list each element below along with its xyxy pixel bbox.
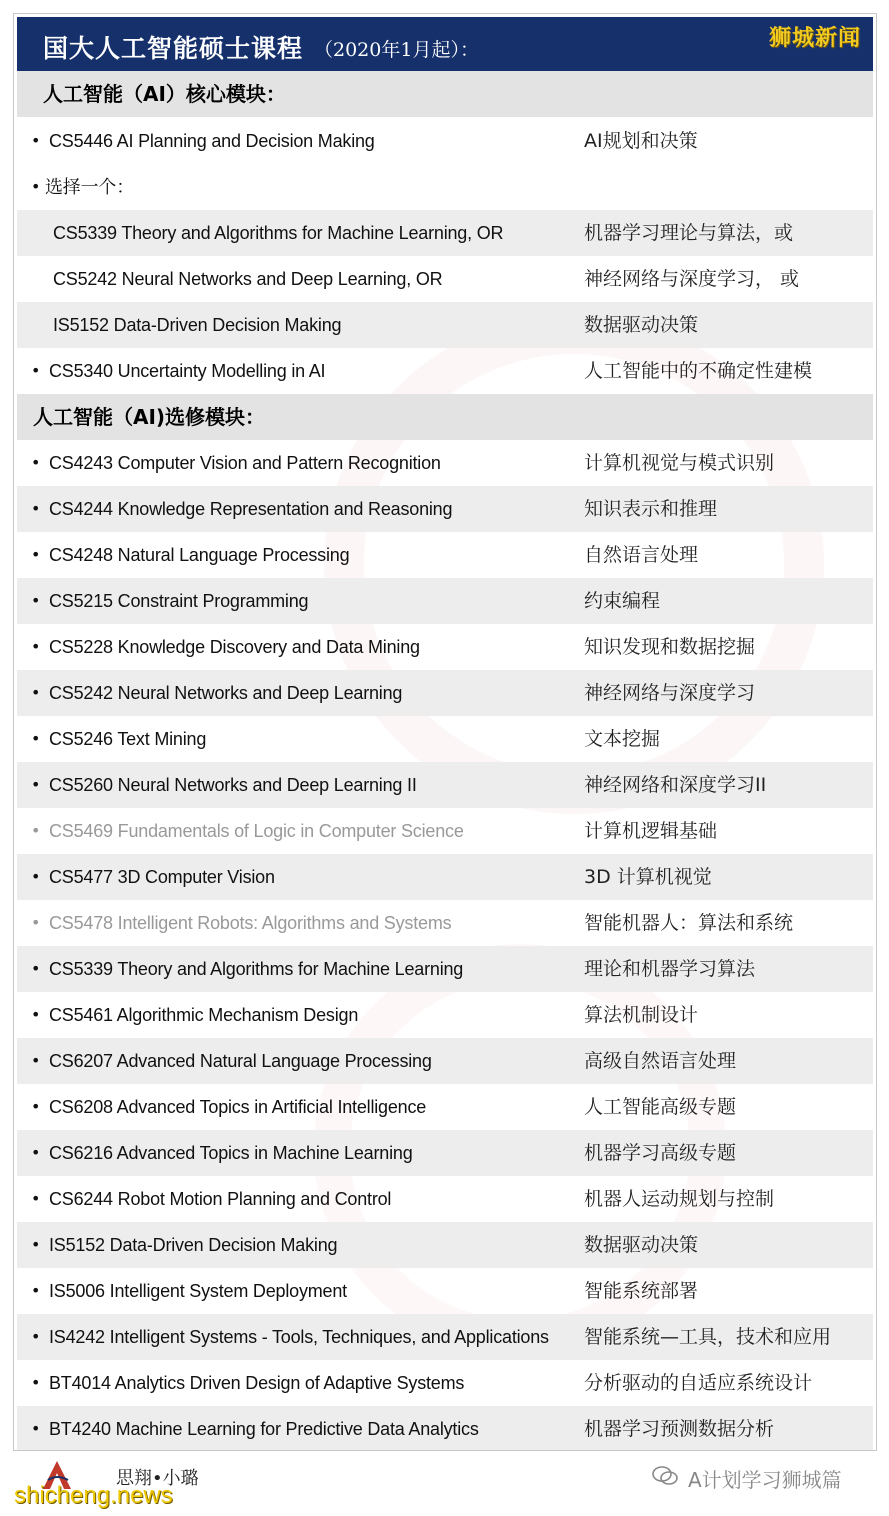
bullet-icon: • — [31, 821, 41, 840]
course-name: CS6208 Advanced Topics in Artificial Intelligence — [49, 1097, 427, 1117]
course-name: CS5478 Intelligent Robots: Algorithms and Systems — [49, 913, 452, 933]
bullet-icon: • — [31, 131, 41, 150]
course-name-zh: 智能机器人：算法和系统 — [584, 912, 794, 934]
bullet-icon: • — [31, 1235, 41, 1254]
course-name-zh: 理论和机器学习算法 — [584, 958, 756, 980]
course-name: CS5477 3D Computer Vision — [49, 867, 275, 887]
core-row — [17, 256, 873, 302]
bullet-icon: • — [31, 1419, 41, 1438]
bullet-icon: • — [31, 913, 41, 932]
bullet-icon: • — [31, 1143, 41, 1162]
course-name-zh: 分析驱动的自适应系统设计 — [584, 1372, 813, 1394]
course-name-zh: 机器学习理论与算法，或 — [584, 222, 794, 244]
bullet-icon: • — [31, 361, 41, 380]
course-name-zh: 智能系统部署 — [584, 1280, 699, 1302]
core-row — [17, 348, 873, 394]
course-name: CS6244 Robot Motion Planning and Control — [49, 1189, 392, 1209]
bullet-icon: • — [31, 775, 41, 794]
course-name-zh: 自然语言处理 — [584, 544, 699, 566]
course-name-zh: 约束编程 — [584, 590, 661, 612]
elective-row — [17, 1314, 873, 1360]
bullet-icon: • — [31, 729, 41, 748]
elective-row — [17, 440, 873, 486]
course-name-zh: AI规划和决策 — [584, 130, 698, 152]
bullet-icon: • — [31, 1373, 41, 1392]
course-name: CS5242 Neural Networks and Deep Learning — [49, 683, 403, 703]
bullet-icon: • — [31, 591, 41, 610]
bullet-icon: • — [31, 453, 41, 472]
course-name: CS5339 Theory and Algorithms for Machine Learning — [49, 959, 464, 979]
course-name-zh: 高级自然语言处理 — [584, 1050, 737, 1072]
course-name: CS4248 Natural Language Processing — [49, 545, 350, 565]
elective-row — [17, 532, 873, 578]
bullet-icon: • — [31, 1051, 41, 1070]
elective-row — [17, 762, 873, 808]
elective-row — [17, 486, 873, 532]
elective-row — [17, 900, 873, 946]
bullet-icon: • — [31, 959, 41, 978]
course-name-zh: 人工智能高级专题 — [584, 1096, 737, 1118]
elective-row — [17, 1406, 873, 1451]
page-subtitle: （2020年1月起）： — [314, 39, 479, 61]
bullet-icon: • — [31, 1097, 41, 1116]
footer-site: shicheng.news — [14, 1482, 173, 1509]
course-name-zh: 知识表示和推理 — [584, 498, 718, 520]
bullet-icon: • — [31, 1005, 41, 1024]
course-name: CS4244 Knowledge Representation and Reasoning — [49, 499, 453, 519]
course-name: CS6216 Advanced Topics in Machine Learning — [49, 1143, 413, 1163]
course-name: CS5461 Algorithmic Mechanism Design — [49, 1005, 359, 1025]
page-title: 国大人工智能硕士课程 — [43, 34, 304, 63]
core-row — [17, 302, 873, 348]
elective-row — [17, 1084, 873, 1130]
course-name-zh: 机器学习高级专题 — [584, 1142, 737, 1164]
course-name-zh: 数据驱动决策 — [584, 314, 699, 336]
elective-row — [17, 716, 873, 762]
course-name-zh: 算法机制设计 — [584, 1004, 699, 1026]
course-name-zh: 3D 计算机视觉 — [584, 866, 712, 888]
course-name: CS5469 Fundamentals of Logic in Computer Science — [49, 821, 464, 841]
course-name: CS5339 Theory and Algorithms for Machine Learning, OR — [53, 223, 504, 243]
course-name-zh: 人工智能中的不确定性建模 — [584, 360, 813, 382]
elective-row — [17, 1176, 873, 1222]
elective-row — [17, 808, 873, 854]
course-name-zh: 数据驱动决策 — [584, 1234, 699, 1256]
course-name: IS5152 Data-Driven Decision Making — [49, 1235, 338, 1255]
course-name-zh: 文本挖掘 — [584, 728, 661, 750]
course-name: CS5242 Neural Networks and Deep Learning, OR — [53, 269, 443, 289]
core-row — [17, 118, 873, 164]
bullet-icon: • — [31, 545, 41, 564]
elective-row — [17, 992, 873, 1038]
footer-account: A计划学习狮城篇 — [688, 1468, 842, 1492]
course-table — [13, 13, 877, 1451]
elective-row — [17, 1222, 873, 1268]
elective-row — [17, 946, 873, 992]
course-name-zh: 计算机逻辑基础 — [584, 820, 718, 842]
bullet-icon: • — [31, 1189, 41, 1208]
bullet-icon: • — [31, 499, 41, 518]
elective-section-heading: 人工智能（AI)选修模块： — [17, 394, 873, 440]
bullet-icon: • — [31, 683, 41, 702]
choose-one-label: 选择一个： — [45, 177, 134, 197]
elective-row — [17, 624, 873, 670]
course-name: CS5215 Constraint Programming — [49, 591, 309, 611]
course-name-zh: 计算机视觉与模式识别 — [584, 452, 775, 474]
page-footer — [0, 1452, 889, 1516]
course-name-zh: 知识发现和数据挖掘 — [584, 636, 756, 658]
course-name: CS5260 Neural Networks and Deep Learning II — [49, 775, 417, 795]
elective-row — [17, 1268, 873, 1314]
course-name-zh: 神经网络与深度学习 — [584, 682, 756, 704]
course-name: IS5006 Intelligent System Deployment — [49, 1281, 347, 1301]
course-name: CS6207 Advanced Natural Language Processing — [49, 1051, 432, 1071]
bullet-icon: • — [31, 637, 41, 656]
core-row — [17, 164, 873, 210]
course-name: CS5246 Text Mining — [49, 729, 207, 749]
elective-row — [17, 1038, 873, 1084]
bullet-icon: • — [31, 177, 41, 196]
course-name: CS5446 AI Planning and Decision Making — [49, 131, 375, 151]
course-name: BT4240 Machine Learning for Predictive Data Analytics — [49, 1419, 479, 1439]
elective-row — [17, 670, 873, 716]
bullet-icon: • — [31, 1327, 41, 1346]
page-header — [17, 17, 873, 71]
course-name: CS5228 Knowledge Discovery and Data Mining — [49, 637, 420, 657]
elective-row — [17, 854, 873, 900]
course-name: BT4014 Analytics Driven Design of Adaptive Systems — [49, 1373, 465, 1393]
course-name: IS5152 Data-Driven Decision Making — [53, 315, 342, 335]
course-name-zh: 智能系统—工具，技术和应用 — [584, 1326, 832, 1348]
core-section-heading: 人工智能（AI）核心模块： — [17, 71, 873, 117]
elective-row — [17, 1360, 873, 1406]
course-name-zh: 神经网络与深度学习， 或 — [584, 268, 800, 290]
elective-row — [17, 578, 873, 624]
bullet-icon: • — [31, 867, 41, 886]
wechat-icon — [652, 1466, 678, 1486]
brand-label: 狮城新闻 — [769, 26, 862, 51]
footer-author: 思翔•小璐 — [116, 1468, 199, 1489]
course-name: IS4242 Intelligent Systems - Tools, Techniques, and Applications — [49, 1327, 549, 1347]
course-name-zh: 神经网络和深度学习II — [584, 774, 767, 796]
course-name-zh: 机器学习预测数据分析 — [584, 1418, 775, 1440]
course-name-zh: 机器人运动规划与控制 — [584, 1188, 775, 1210]
elective-row — [17, 1130, 873, 1176]
course-name: CS5340 Uncertainty Modelling in AI — [49, 361, 326, 381]
core-row — [17, 210, 873, 256]
bullet-icon: • — [31, 1281, 41, 1300]
course-name: CS4243 Computer Vision and Pattern Recognition — [49, 453, 441, 473]
